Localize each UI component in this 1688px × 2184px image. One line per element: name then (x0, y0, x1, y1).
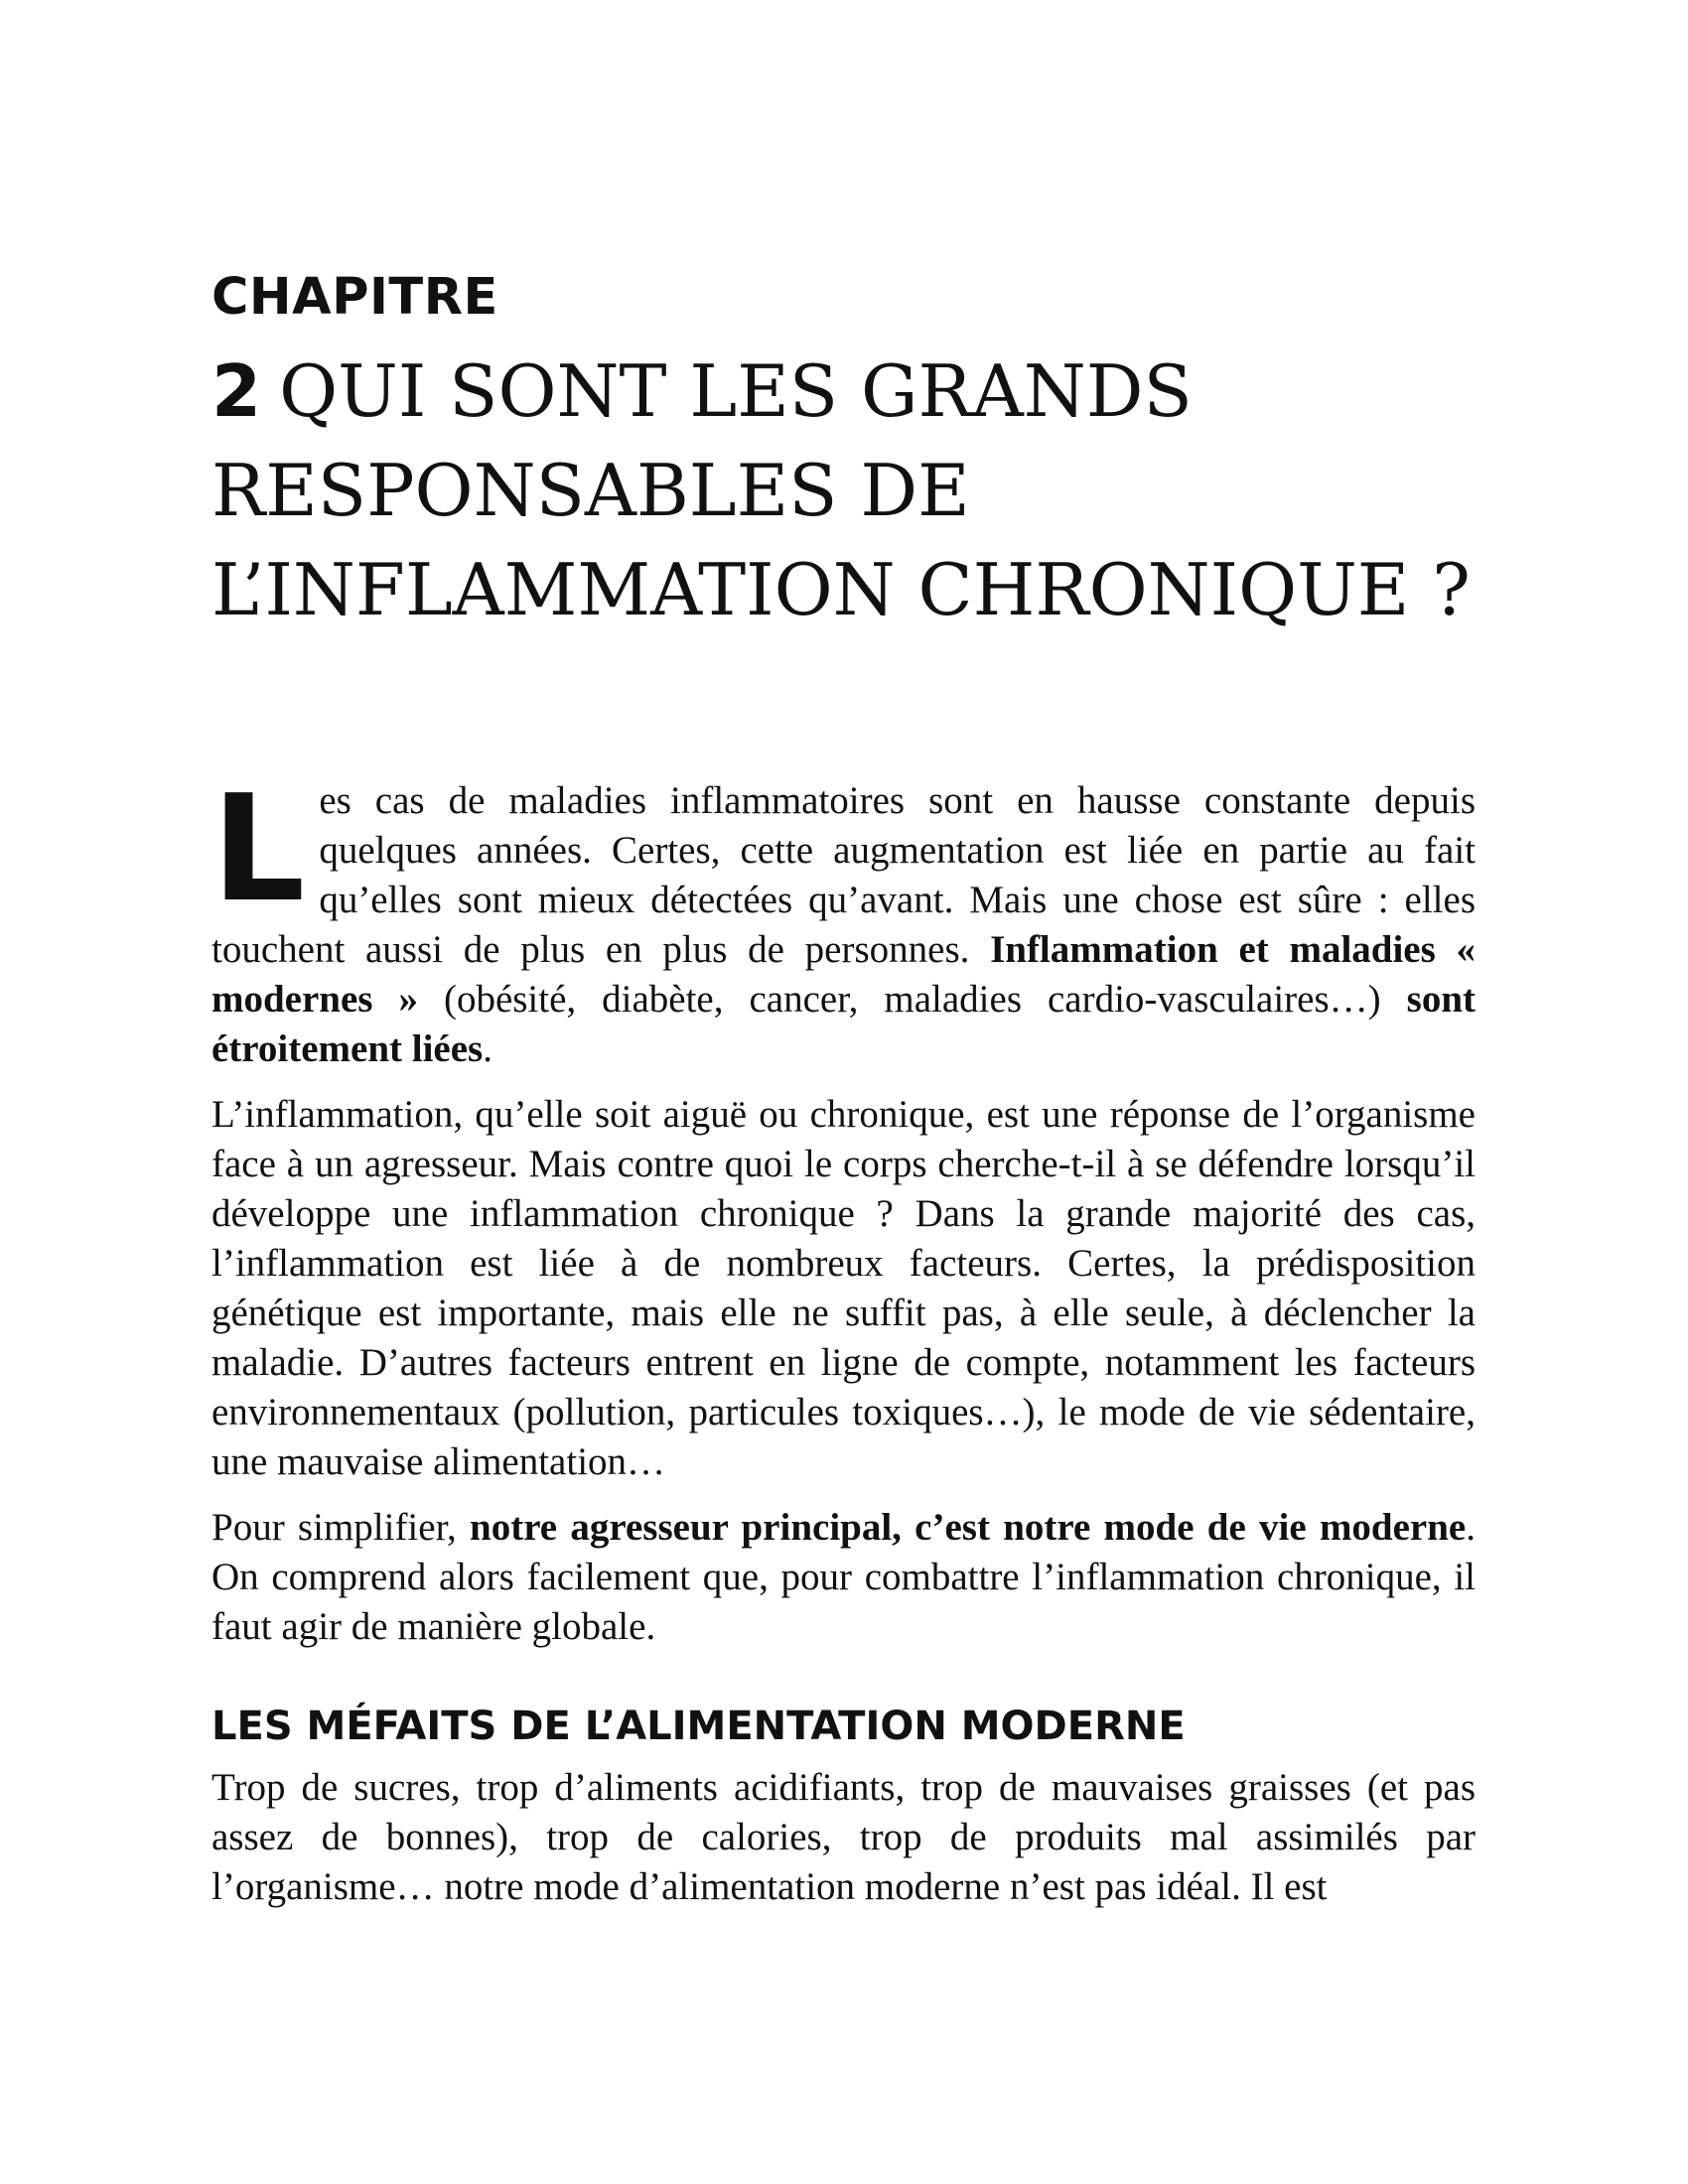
chapter-number: 2 (211, 349, 262, 433)
intro-emphasis: sont étroitement liées (211, 978, 1476, 1070)
chapter-label: CHAPITRE (211, 268, 498, 327)
body-paragraph (211, 1503, 1476, 1652)
paragraph-text: Pour simplifier, (211, 1506, 471, 1549)
intro-text: es cas de maladies inflammatoires sont en hausse constante depuis quelques années. Certes, cette augmentation est liée en partie au fait qu’elles sont mieux détectées qu’avant. Mais une chose est sûre : elles touchent aussi de plus en plus de personnes. (211, 779, 1476, 971)
body-paragraph: L’inflammation, qu’elle soit aiguë ou chronique, est une réponse de l’organisme face à un agresseur. Mais contre quoi le corps cherche-t-il à se défendre lorsqu’il développe une inflammation chronique ? Dans la grande majorité des cas, l’inflammation est liée à de nombreux facteurs. Certes, la prédisposition génétique est importante, mais elle ne suffit pas, à elle seule, à déclencher la maladie. D’autres facteurs entrent en ligne de compte, notamment les facteurs environnementaux (pollution, particules toxiques…), le mode de vie sédentaire, une mauvaise alimentation… (211, 1093, 1476, 1483)
chapter-title (211, 341, 1476, 639)
page-content (211, 268, 1476, 1912)
intro-emphasis: Inflammation et maladies « modernes » (211, 928, 1476, 1021)
intro-text: . (483, 1027, 492, 1070)
drop-cap: L (211, 763, 306, 934)
intro-text: (obésité, diabète, cancer, maladies cardio-vasculaires…) (417, 978, 1407, 1021)
section-paragraph: Trop de sucres, trop d’aliments acidifiants, trop de mauvaises graisses (et pas assez de bonnes), trop de calories, trop de produits mal assimilés par l’organisme… notre mode d’alimentation moderne n’est pas idéal. Il est (211, 1766, 1476, 1908)
paragraph-text: . On comprend alors facilement que, pour combattre l’inflammation chronique, il faut agir de manière globale. (211, 1506, 1476, 1648)
chapter-title-text: QUI SONT LES GRANDS (279, 349, 1193, 433)
chapter-title-line: L’INFLAMMATION CHRONIQUE ? (211, 548, 1471, 631)
chapter-title-line: RESPONSABLES DE (211, 449, 970, 532)
section-heading: LES MÉFAITS DE L’ALIMENTATION MODERNE (211, 1704, 1186, 1749)
intro-paragraph (211, 763, 1476, 1074)
chapter-title-line (211, 341, 1476, 441)
paragraph-emphasis: notre agresseur principal, c’est notre mode de vie moderne (470, 1506, 1467, 1549)
